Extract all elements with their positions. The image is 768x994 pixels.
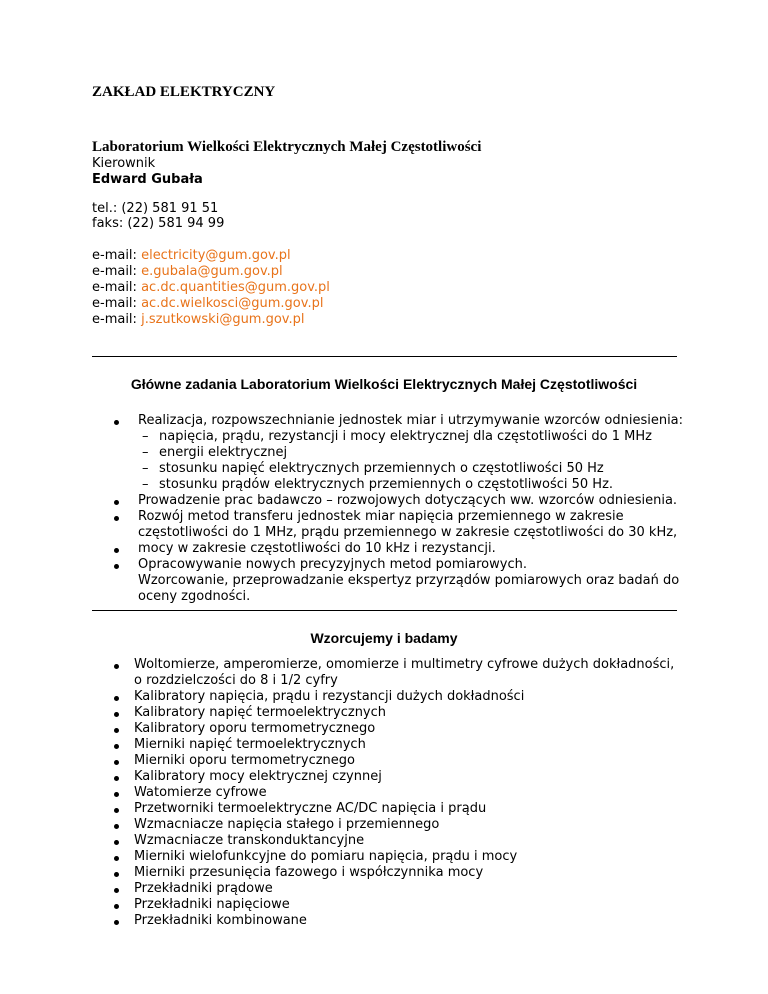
task-item-line: oceny zgodności. bbox=[138, 589, 251, 604]
bullet-icon bbox=[114, 744, 119, 749]
bullet-icon bbox=[114, 776, 119, 781]
email-row bbox=[92, 280, 330, 296]
calibrate-item: Watomierze cyfrowe bbox=[134, 785, 267, 800]
bullet-icon bbox=[114, 872, 119, 877]
task-item: Realizacja, rozpowszechnianie jednostek miar i utrzymywanie wzorców odniesienia: bbox=[138, 413, 684, 428]
head-name: Edward Gubała bbox=[92, 172, 203, 187]
dash-icon: – bbox=[142, 461, 149, 476]
calibrate-item: Mierniki napięć termoelektrycznych bbox=[134, 737, 366, 752]
horizontal-divider bbox=[92, 356, 677, 357]
email-link[interactable]: electricity@gum.gov.pl bbox=[141, 248, 291, 263]
email-link[interactable]: ac.dc.quantities@gum.gov.pl bbox=[141, 280, 330, 295]
calibrate-item: Kalibratory oporu termometrycznego bbox=[134, 721, 376, 736]
calibrate-item: Przekładniki kombinowane bbox=[134, 913, 307, 928]
fax-number: faks: (22) 581 94 99 bbox=[92, 216, 225, 231]
bullet-icon bbox=[114, 664, 119, 669]
email-link[interactable]: j.szutkowski@gum.gov.pl bbox=[141, 312, 305, 327]
task-item-line: Rozwój metod transferu jednostek miar napięcia przemiennego w zakresie bbox=[138, 509, 624, 524]
email-row bbox=[92, 312, 305, 328]
email-label: e-mail: bbox=[92, 296, 137, 311]
bullet-icon bbox=[114, 696, 119, 701]
bullet-icon bbox=[114, 516, 119, 521]
calibrate-item: Mierniki przesunięcia fazowego i współczynnika mocy bbox=[134, 865, 484, 880]
task-subitem: napięcia, prądu, rezystancji i mocy elektrycznej dla częstotliwości do 1 MHz bbox=[159, 429, 652, 444]
calibrate-item: Wzmacniacze napięcia stałego i przemiennego bbox=[134, 817, 440, 832]
bullet-icon bbox=[114, 564, 119, 569]
email-label: e-mail: bbox=[92, 248, 137, 263]
dash-icon: – bbox=[142, 477, 149, 492]
task-item-line: mocy w zakresie częstotliwości do 10 kHz i rezystancji. bbox=[138, 541, 496, 556]
bullet-icon bbox=[114, 856, 119, 861]
bullet-icon bbox=[114, 500, 119, 505]
bullet-icon bbox=[114, 824, 119, 829]
lab-title: Laboratorium Wielkości Elektrycznych Małej Częstotliwości bbox=[92, 139, 482, 155]
calibrate-item: Kalibratory mocy elektrycznej czynnej bbox=[134, 769, 382, 784]
department-title: ZAKŁAD ELEKTRYCZNY bbox=[92, 84, 276, 100]
calibrate-item-line: o rozdzielczości do 8 i 1/2 cyfry bbox=[134, 673, 338, 688]
calibrate-item: Przekładniki prądowe bbox=[134, 881, 273, 896]
bullet-icon bbox=[114, 728, 119, 733]
bullet-icon bbox=[114, 760, 119, 765]
email-row bbox=[92, 296, 323, 312]
bullet-icon bbox=[114, 420, 119, 425]
calibrate-heading: Wzorcujemy i badamy bbox=[310, 630, 458, 646]
dash-icon: – bbox=[142, 445, 149, 460]
email-label: e-mail: bbox=[92, 312, 137, 327]
email-link[interactable]: e.gubala@gum.gov.pl bbox=[141, 264, 283, 279]
dash-icon: – bbox=[142, 429, 149, 444]
email-label: e-mail: bbox=[92, 264, 137, 279]
bullet-icon bbox=[114, 548, 119, 553]
bullet-icon bbox=[114, 808, 119, 813]
bullet-icon bbox=[114, 920, 119, 925]
calibrate-item-line: Woltomierze, amperomierze, omomierze i multimetry cyfrowe dużych dokładności, bbox=[134, 657, 675, 672]
calibrate-item: Mierniki oporu termometrycznego bbox=[134, 753, 355, 768]
task-subitem: stosunku prądów elektrycznych przemiennych o częstotliwości 50 Hz. bbox=[159, 477, 614, 492]
task-item-line: częstotliwości do 1 MHz, prądu przemiennego w zakresie częstotliwości do 30 kHz, bbox=[138, 525, 678, 540]
task-subitem: energii elektrycznej bbox=[159, 445, 288, 460]
calibrate-item: Kalibratory napięć termoelektrycznych bbox=[134, 705, 387, 720]
calibrate-item: Przekładniki napięciowe bbox=[134, 897, 290, 912]
calibrate-item: Przetworniki termoelektryczne AC/DC napięcia i prądu bbox=[134, 801, 487, 816]
bullet-icon bbox=[114, 712, 119, 717]
horizontal-divider bbox=[92, 610, 677, 611]
calibrate-item: Wzmacniacze transkonduktancyjne bbox=[134, 833, 365, 848]
bullet-icon bbox=[114, 888, 119, 893]
email-link[interactable]: ac.dc.wielkosci@gum.gov.pl bbox=[141, 296, 324, 311]
calibrate-item: Mierniki wielofunkcyjne do pomiaru napięcia, prądu i mocy bbox=[134, 849, 518, 864]
task-item: Prowadzenie prac badawczo – rozwojowych dotyczących ww. wzorców odniesienia. bbox=[138, 493, 678, 508]
bullet-icon bbox=[114, 904, 119, 909]
task-item-line: Wzorcowanie, przeprowadzanie ekspertyz przyrządów pomiarowych oraz badań do bbox=[138, 573, 680, 588]
email-row bbox=[92, 248, 291, 264]
tasks-heading: Główne zadania Laboratorium Wielkości Elektrycznych Małej Częstotliwości bbox=[130, 376, 638, 392]
task-item: Opracowywanie nowych precyzyjnych metod pomiarowych. bbox=[138, 557, 527, 572]
head-label: Kierownik bbox=[92, 156, 156, 171]
email-row bbox=[92, 264, 283, 280]
phone-number: tel.: (22) 581 91 51 bbox=[92, 201, 219, 216]
task-subitem: stosunku napięć elektrycznych przemiennych o częstotliwości 50 Hz bbox=[159, 461, 604, 476]
email-label: e-mail: bbox=[92, 280, 137, 295]
bullet-icon bbox=[114, 840, 119, 845]
bullet-icon bbox=[114, 792, 119, 797]
calibrate-item: Kalibratory napięcia, prądu i rezystancji dużych dokładności bbox=[134, 689, 525, 704]
